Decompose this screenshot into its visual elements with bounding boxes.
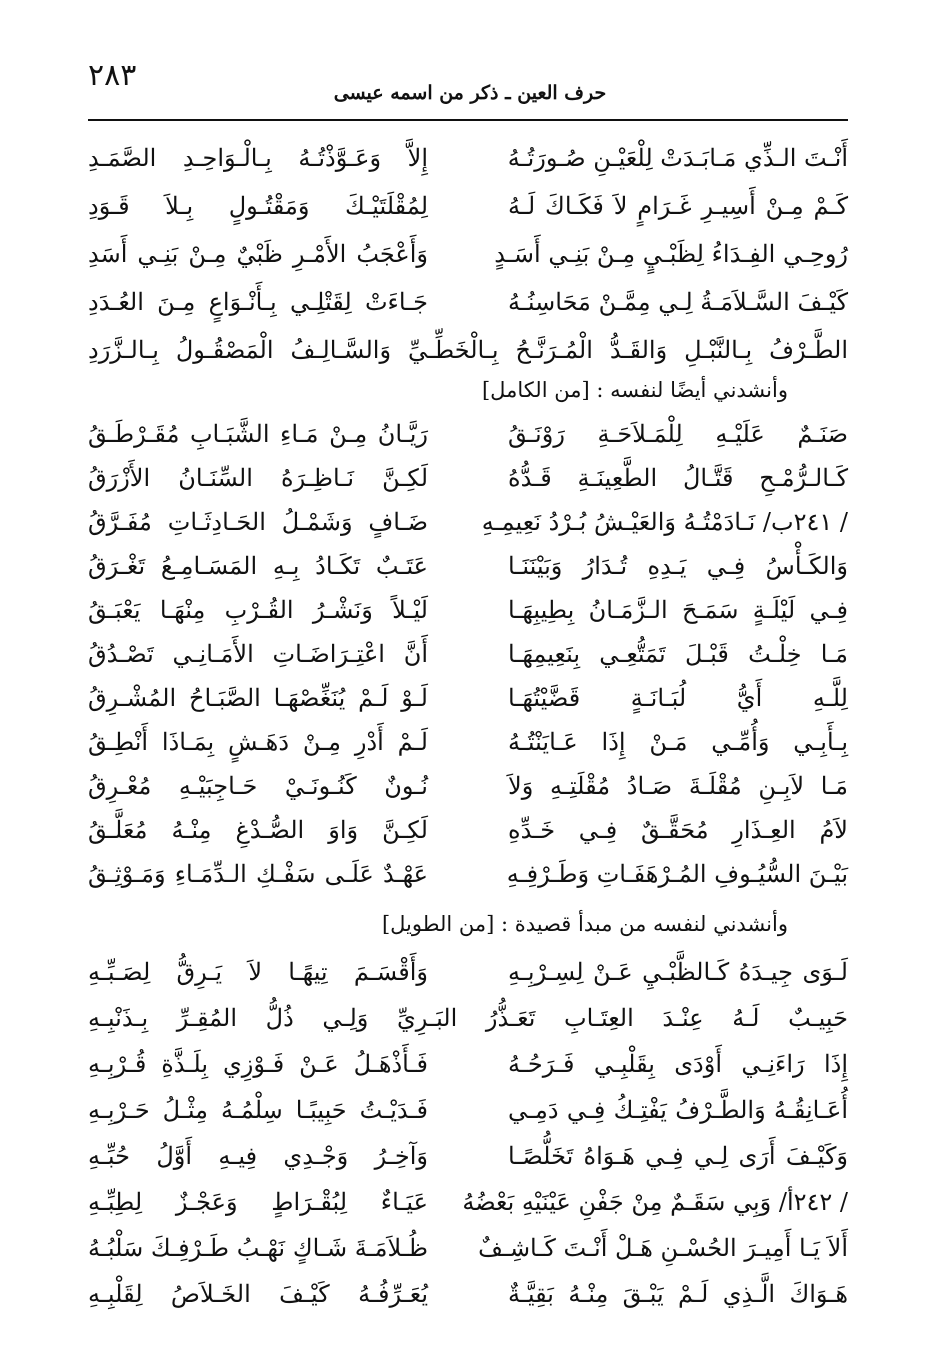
verse-text: الطَّـرْفُ بِـالنَّبْـلِ وَالقَـدُّ الْمُـرَنَّـحُ بِـالْخَطِّـيِّ وَالسَّـالِـفُ الْمَصْقُـولُ بِـالـزَّرَدِ [88, 336, 849, 364]
hemistich-second: عَهْـدٌ عَلَـى سَفْـكِ الـدِّمَـاءِ وَمَـوْثِـقُ [88, 860, 428, 888]
hemistich-second: فَـأَذْهَـلُ عَـنْ فَـوْزِي بِلَـذَّةِ قُـرْبِـهِ [88, 1050, 428, 1078]
hemistich-first: فِـي لَيْلَـةٍ سَمَـحَ الـزَّمَـانُ بِطِيبِهَـا [508, 596, 848, 624]
hemistich-second: لَكِـنَّ وَاوَ الصُّـدْغِ مِنْـهُ مُعَلَّـقُ [88, 816, 428, 844]
hemistich-second: وَآخِـرُ وَجْـدِي فِيـهِ أَوَّلُ حُبِّـهِ [88, 1142, 428, 1170]
hemistich-second: عَيَـاءٌ لِبُقْـرَاطٍ وَعَجْـزٌ لِطِبِّـهِ [88, 1188, 428, 1216]
verse-line [88, 1270, 848, 1318]
verse-line-full [88, 326, 848, 374]
hemistich-first: / ٢٤٢أ/ وَبِي سَقَـمٌ مِنْ جَفْنِ عَيْنَيْهِ بَعْضُهُ [462, 1188, 848, 1216]
hemistich-first: كَيْـفَ السَّـلاَمَـةُ لِـي مِمَّـنْ مَحَاسِنُـهُ [508, 288, 848, 316]
hemistich-second: نُـونٌ كَنُـونَـيْ حَـاجِبَيْـهِ مُعْـرِقُ [88, 772, 428, 800]
verse-line [88, 586, 848, 634]
verse-line [88, 762, 848, 810]
hemistich-first: هَـوَاكَ الَّـذِي لَـمْ يَبْـقَ مِنْـهُ بَقِيَّـةٌ [508, 1280, 848, 1308]
hemistich-second: لَـمْ أَدْرِ مِـنْ دَهَـشٍ بِمَـاذَا أَنْطِـقُ [88, 728, 428, 756]
hemistich-first: كَـمْ مِـنْ أَسِيـرِ غَـرَامٍ لاَ فَكَـاكَ لَـهُ [508, 192, 848, 220]
hemistich-second: إِلاَّ وَعَـوَّذْتُـهُ بِـالْـوَاحِـدِ الصَّمَـدِ [88, 144, 428, 172]
verse-line [88, 1178, 848, 1226]
hemistich-first: أَنْـتَ الـذِّي مَـابَـدَتْ لِلْعَيْـنِ صُـورَتُـهُ [507, 144, 848, 172]
verse-line [88, 948, 848, 996]
hemistich-first: لاَمُ العِـذَارِ مُحَقَّـقٌ فِـي خَـدِّهِ [508, 816, 848, 844]
hemistich-first: بَيْـنَ السُّيُـوفِ المُـرْهَفَـاتِ وَطَـرْفِـهِ [506, 860, 848, 888]
hemistich-first: لِلَّـهِ أَيُّ لُبَـانَـةٍ قَضَّيْتُهَـا [508, 684, 848, 712]
hemistich-first: بِـأَبِـي وَأُمِّـي مَـنْ إِذَا عَـايَنْتُـهُ [508, 728, 848, 756]
section-intro: وأنشدني لنفسه من مبدأ قصيدة : [من الطويل] [381, 912, 788, 936]
hemistich-first: مَـا خِلْـتُ قَبْـلَ تَمَتُّعِـي بِنَعِيمِهَـا [508, 640, 848, 668]
verse-line-full [88, 994, 848, 1042]
hemistich-second: جَـاءَتْ لِقَتْلِـي بِـأَنْـوَاعٍ مِـنَ العُـدَدِ [88, 288, 428, 316]
verse-line [88, 1040, 848, 1088]
hemistich-first: رُوحِـي الفِـدَاءُ لِظَبْـيٍ مِـنْ بَنِـي أَسَـدٍ [494, 240, 848, 268]
verse-line [88, 630, 848, 678]
section-intro: وأنشدني أيضًا لنفسه : [من الكامل] [481, 378, 788, 402]
verse-line [88, 498, 848, 546]
hemistich-first: وَالكَـأْسُ فِـي يَـدِهِ تُـدَارُ وَبَيْنَنَـا [508, 552, 848, 580]
hemistich-first: وَكَيْـفَ أَرَى لِـي فِـي هَـوَاهُ تَخَلُّصًـا [508, 1142, 848, 1170]
hemistich-first: إِذَا رَاءَنِـي أَوْدَى بِقَلْبِـي فَـرَحُـهُ [508, 1050, 848, 1078]
hemistich-second: ظُـلاَمَـةَ شَـاكٍ نَهْـبُ طَـرْفِـكَ سَلْبُـهُ [88, 1234, 428, 1262]
verse-line [88, 1224, 848, 1272]
hemistich-first: كَـالـرُّمْـحِ قَتَّـالُ الطَّعِينَـةِ قَـدُّهُ [508, 464, 848, 492]
hemistich-second: لَكِـنَّ نَـاظِـرَهُ السِّنَـانُ الأَزْرَقُ [88, 464, 428, 492]
verse-line [88, 806, 848, 854]
hemistich-second: ضَـافٍ وَشَمْـلُ الحَـادِثَـاتِ مُفَـرَّقُ [88, 508, 428, 536]
verse-line [88, 1086, 848, 1134]
hemistich-second: يُعَـرِّفُـهُ كَيْـفَ الخَـلاَصُ لِقَلْبِـهِ [88, 1280, 428, 1308]
page-number: ٢٨٣ [88, 58, 137, 93]
running-head: حرف العين ـ ذكر من اسمه عيسى [333, 82, 607, 104]
hemistich-second: رَيَّـانُ مِـنْ مَـاءِ الشَّبَـابِ مُقَـرْطَـقُ [88, 420, 428, 448]
hemistich-second: لِمُقْلَتَيْـكَ وَمَقْتُـولٍ بِـلاَ قَـوَدِ [88, 192, 428, 220]
hemistich-second: وَأَقْسَـمَ تِيهًـا لاَ يَـرِقُّ لِصَـبِّـهِ [88, 958, 428, 986]
verse-text: حَبِيـبٌ لَـهُ عِنْـدَ العِتَـابِ تَعَـذُّرُ البَـرِيِّ وَلِـي ذُلُّ المُقِـرِّ بِـذَنْبِـهِ [88, 1004, 849, 1032]
hemistich-second: عَتَـبٌ تَكَـادُ بِـهِ المَسَـامِـعُ تَغْـرَقُ [88, 552, 428, 580]
verse-line [88, 278, 848, 326]
header-rule [88, 119, 848, 121]
hemistich-second: لَيْـلاً وَنَشْـرُ القُـرْبِ مِنْهَـا يَعْبَـقُ [88, 596, 428, 624]
hemistich-first: أُعَـانِقُـهُ وَالطَّـرْفُ يَفْتِـكُ فِـي دَمِـي [508, 1096, 848, 1124]
hemistich-first: صَنَـمٌ عَلَيْـهِ لِلْمَـلاَحَـةِ رَوْنَـقُ [508, 420, 848, 448]
hemistich-second: أَنَّ اعْتِـرَاضَـاتِ الأَمَـانِـي تَصْـدُقُ [88, 640, 428, 668]
verse-line [88, 718, 848, 766]
verse-line [88, 454, 848, 502]
hemistich-first: مَـا لاَبِـنِ مُقْلَـةَ صَـادُ مُقْلَتِـهِ وَلاَ [508, 772, 848, 800]
hemistich-second: وَأَعْجَبُ الأَمْـرِ ظَبْيٌ مِـنْ بَنِـي أَسَدِ [88, 240, 428, 268]
verse-line [88, 674, 848, 722]
verse-line [88, 230, 848, 278]
verse-line [88, 182, 848, 230]
verse-line [88, 1132, 848, 1180]
hemistich-second: لَـوْ لَـمْ يُنَغِّصْهَـا الصَّبَـاحُ المُشْـرِقُ [88, 684, 428, 712]
hemistich-first: لَـوَى جِيـدَهُ كَـالظَّبْـيِ عَـنْ لِسِـرْبِـهِ [508, 958, 848, 986]
hemistich-first: / ٢٤١ب/ نَـادَمْتُـهُ وَالعَيْـشُ بُـرْدُ نَعِيمِـهِ [481, 508, 848, 536]
verse-line [88, 542, 848, 590]
verse-line [88, 134, 848, 182]
verse-line [88, 410, 848, 458]
verse-line [88, 850, 848, 898]
hemistich-first: أَلاَ يَـا أَمِيـرَ الحُسْـنِ هَـلْ أَنْـتَ كَـاشِـفٌ [478, 1234, 848, 1262]
hemistich-second: فَـدَيْـتُ حَبِيبًـا سِلْمُـهُ مِثْـلُ حَـرْبِـهِ [88, 1096, 428, 1124]
